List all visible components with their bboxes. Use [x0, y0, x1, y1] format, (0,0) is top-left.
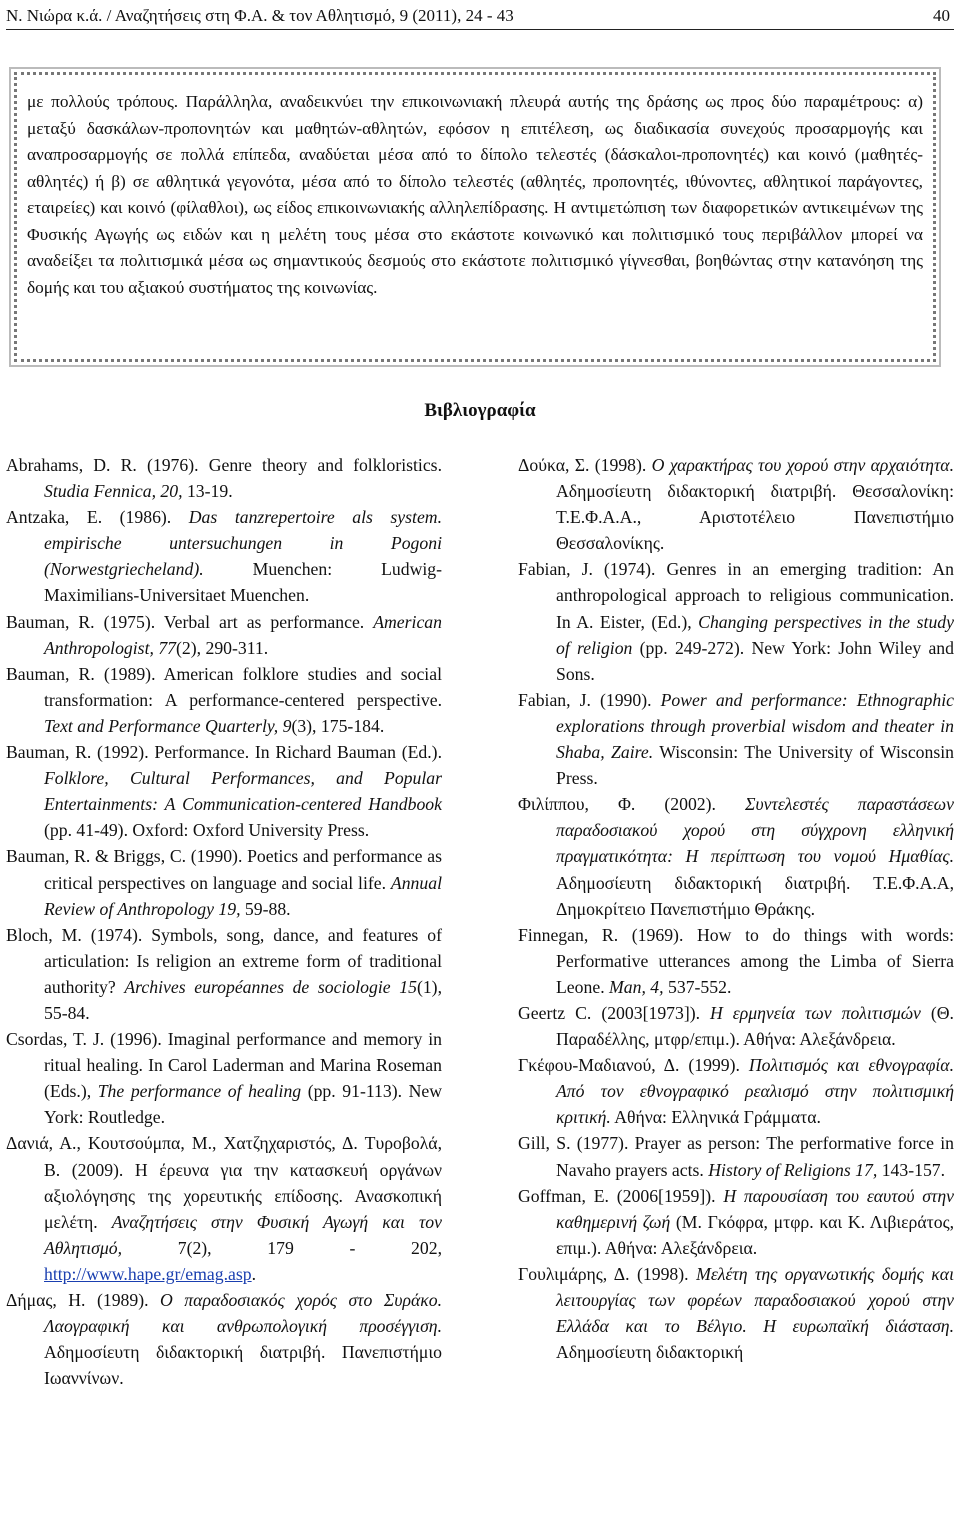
text-box: [14, 72, 936, 362]
reference-item: Bauman, R. (1989). American folklore studies and social transformation: A performance-centered perspective. Text and Performance Quarterly, 9(3), 175-184.: [6, 663, 442, 736]
running-title: Ν. Νιώρα κ.ά. / Αναζητήσεις στη Φ.Α. & τον Αθλητισμό, 9 (2011), 24 - 43: [6, 6, 514, 25]
references-right-column: [518, 452, 954, 1365]
reference-item: Δήμας, Η. (1989). Ο παραδοσιακός χορός στο Συράκο. Λαογραφική και ανθρωπολογική προσέγγιση. Αδημοσίευτη διδακτορική διατριβή. Πανεπιστήμιο Ιωαννίνων.: [6, 1290, 443, 1389]
reference-item: Abrahams, D. R. (1976). Genre theory and folkloristics. Studia Fennica, 20, 13-19.: [6, 455, 442, 502]
page-number: 40: [933, 6, 950, 25]
reference-item: Δούκα, Σ. (1998). Ο χαρακτήρας του χορού στην αρχαιότητα. Αδημοσίευτη διδακτορική διατριβή. Θεσσαλονίκη: Τ.Ε.Φ.Α.Α., Αριστοτέλειο Πανεπιστήμιο Θεσσαλονίκης.: [518, 455, 954, 554]
box-paragraph-text: με πολλούς τρόπους. Παράλληλα, αναδεικνύει την επικοινωνιακή πλευρά αυτής της δράσης ως προς δύο παραμέτρους: α) μεταξύ δασκάλων-προπονητών και μαθητών-αθλητών, εφόσον η επιτέλεση, ως διαδικασία συνεχούς προσαρμογής και αναπροσαρμογής σε πολλά επίπεδα, αναδύεται μέσα από το δίπολο τελεστές (δάσκαλοι-προπονητές) και κοινό (μαθητές-αθλητές) ή β) σε αθλητικά γεγονότα, μέσα από το δίπολο τελεστές (αθλητές, προπονητές, ιθύνοντες, αθλητικοί παράγοντες, εταιρείες) και κοινό (φίλαθλοι), ως είδος επικοινωνιακής αλληλεπίδρασης. Η αντιμετώπιση των διαφορετικών αντικειμένων της Φυσικής Αγωγής ως ειδών και η μελέτη τους μέσα στο εκάστοτε κοινωνικό και πολιτισμικό τους περιβάλλον μπορεί να αναδείξει τα πολιτισμικά μέσα ως σημαντικούς δεσμούς στο εκάστοτε πολιτισμικό γίγνεσθαι, βοηθώντας στην κατανόηση της δομής και του αξιακού συστήματος της κοινωνίας.: [27, 92, 923, 297]
reference-item: Δανιά, Α., Κουτσούμπα, Μ., Χατζηχαριστός, Δ. Τυροβολά, Β. (2009). Η έρευνα για την κατασκευή οργάνων αξιολόγησης της χορευτικής επίδοσης. Ανασκοπική μελέτη. Αναζητήσεις στην Φυσική Αγωγή και τον Αθλητισμό, 7(2), 179 - 202, http://www.hape.gr/emag.asp.: [6, 1133, 442, 1284]
reference-item: Γκέφου-Μαδιανού, Δ. (1999). Πολιτισμός και εθνογραφία. Από τον εθνογραφικό ρεαλισμό στην πολιτισμική κριτική. Αθήνα: Ελληνικά Γράμματα.: [518, 1055, 954, 1128]
reference-item: Fabian, J. (1990). Power and performance: Ethnographic explorations through proverbial wisdom and theater in Shaba, Zaire. Wisconsin: The University of Wisconsin Press.: [518, 689, 954, 789]
reference-item: Γουλιμάρης, Δ. (1998). Μελέτη της οργανωτικής δομής και λειτουργίας των φορέων παραδοσιακού χορού στην Ελλάδα και το Βέλγιο. Η ευρωπαϊκή διάσταση. Αδημοσίευτη διδακτορική: [518, 1263, 954, 1363]
reference-item: Bloch, M. (1974). Symbols, song, dance, and features of articulation: Is religion an extreme form of traditional authority? Archives européannes de sociologie 15(1), 55-84.: [6, 924, 442, 1023]
references-left-column: [6, 452, 442, 1391]
hape-link[interactable]: http://www.hape.gr/emag.asp: [44, 1263, 252, 1284]
reference-item: Goffman, E. (2006[1959]). Η παρουσίαση του εαυτού στην καθημερινή ζωή (Μ. Γκόφρα, μτφρ. και Κ. Λιβιεράτος, επιμ.). Αθήνα: Αλεξάνδρεια.: [518, 1185, 954, 1258]
reference-item: Finnegan, R. (1969). How to do things with words: Performative utterances among the Limba of Sierra Leone. Man, 4, 537-552.: [518, 924, 954, 997]
reference-item: Bauman, R. & Briggs, C. (1990). Poetics and performance as critical perspectives on language and social life. Annual Review of Anthropology 19, 59-88.: [6, 846, 442, 919]
reference-item: Fabian, J. (1974). Genres in an emerging tradition: An anthropological approach to religious communication. In A. Eister, (Ed.), Changing perspectives in the study of religion (pp. 249-272). New York: John Wiley and Sons.: [518, 559, 954, 684]
reference-item: Csordas, T. J. (1996). Imaginal performance and memory in ritual healing. In Carol Laderman and Marina Roseman (Eds.), The performance of healing (pp. 91-113). New York: Routledge.: [6, 1029, 442, 1128]
header-rule: [6, 29, 954, 30]
reference-item: Gill, S. (1977). Prayer as person: The performative force in Navaho prayers acts. History of Religions 17, 143-157.: [518, 1133, 954, 1180]
running-header: [6, 0, 954, 30]
reference-item: Antzaka, E. (1986). Das tanzrepertoire als system. empirische untersuchungen in Pogoni (Norwestgriecheland). Muenchen: Ludwig-Maximilians-Universitaet Muenchen.: [6, 507, 443, 606]
reference-item: Bauman, R. (1975). Verbal art as performance. American Anthropologist, 77(2), 290-311.: [6, 611, 442, 658]
bibliography-title: Βιβλιογραφία: [424, 400, 536, 421]
reference-item: Geertz C. (2003[1973]). Η ερμηνεία των πολιτισμών (Θ. Παραδέλλης, μτφρ/επιμ.). Αθήνα: Αλεξάνδρεια.: [518, 1002, 954, 1050]
reference-item: Bauman, R. (1992). Performance. In Richard Bauman (Ed.). Folklore, Cultural Performances, and Popular Entertainments: A Communication-centered Handbook (pp. 41-49). Oxford: Oxford University Press.: [6, 742, 442, 841]
reference-item: Φιλίππου, Φ. (2002). Συντελεστές παραστάσεων παραδοσιακού χορού στη σύγχρονη ελληνική πραγματικότητα: Η περίπτωση του νομού Ημαθίας. Αδημοσίευτη διδακτορική διατριβή. Τ.Ε.Φ.Α.Α, Δημοκρίτειο Πανεπιστήμιο Θράκης.: [518, 794, 954, 919]
box-paragraph: [27, 89, 923, 301]
